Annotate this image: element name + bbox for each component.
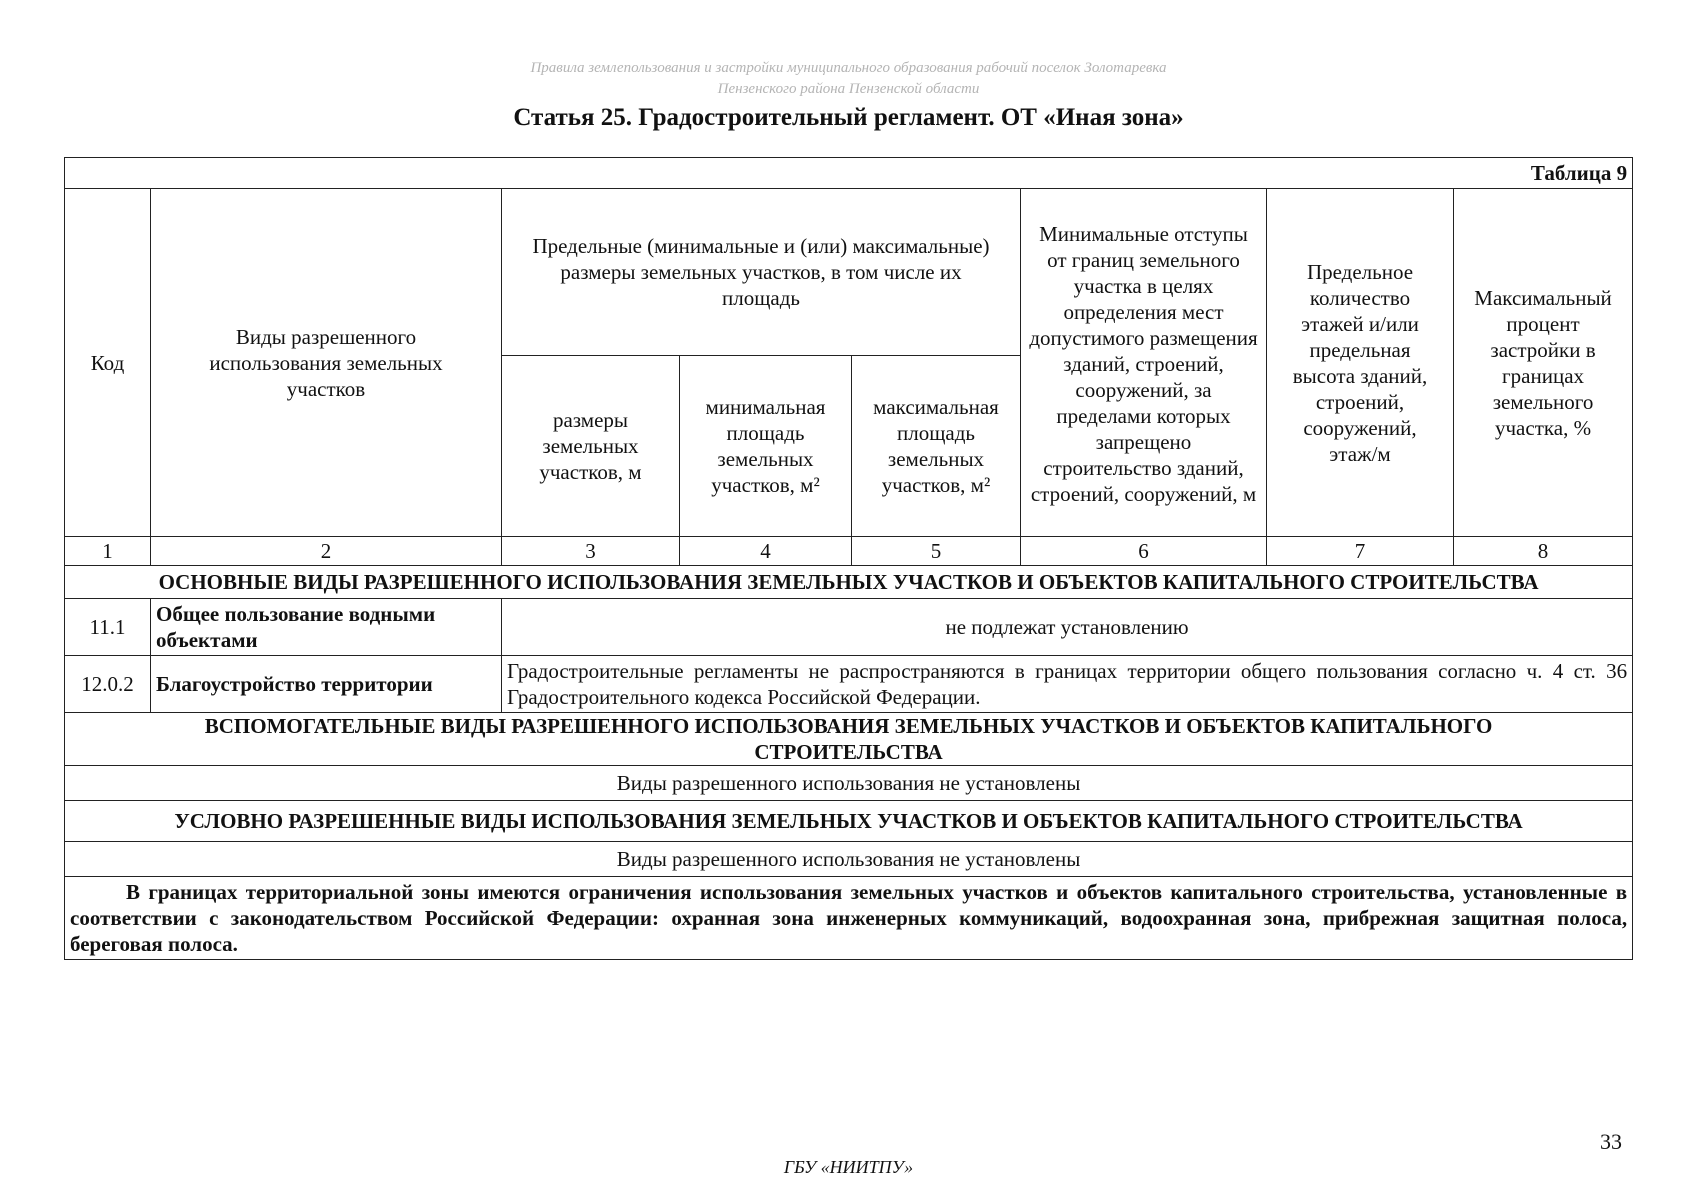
header-note-line-1: Правила землепользования и застройки муниципального образования рабочий поселок Золотаревка xyxy=(530,60,1167,76)
restrictions-note: В границах территориальной зоны имеются ограничения использования земельных участков и объектов капитального строительства, установленные в соответствии с законодательством Российской Федерации: охранная зона инженерных коммуникаций, водоохранная зона, прибрежная защитная полоса, береговая полоса. xyxy=(65,877,1633,960)
table-row xyxy=(65,656,1633,713)
row-use-name: Благоустройство территории xyxy=(151,656,502,713)
header-min-area: минимальная площадь земельных участков, м² xyxy=(680,356,852,537)
document-header-note xyxy=(0,58,1697,100)
header-use-types: Виды разрешенного использования земельных участков xyxy=(151,189,502,537)
header-floors: Предельное количество этажей и/или предельная высота зданий, строений, сооружений, этаж/м xyxy=(1267,189,1454,537)
section-main-header: ОСНОВНЫЕ ВИДЫ РАЗРЕШЕННОГО ИСПОЛЬЗОВАНИЯ ЗЕМЕЛЬНЫХ УЧАСТКОВ И ОБЪЕКТОВ КАПИТАЛЬНОГО СТРОИТЕЛЬСТВА xyxy=(65,566,1633,599)
regulation-table xyxy=(64,157,1633,960)
article-title: Статья 25. Градостроительный регламент. ОТ «Иная зона» xyxy=(513,104,1184,131)
row-code: 12.0.2 xyxy=(65,656,151,713)
row-use-name: Общее пользование водными объектами xyxy=(151,599,502,656)
row-value: Градостроительные регламенты не распространяются в границах территории общего пользования согласно ч. 4 ст. 36 Градостроительного кодекса Российской Федерации. xyxy=(502,656,1633,713)
header-note-line-2: Пензенского района Пензенской области xyxy=(717,81,980,97)
header-size-limits: Предельные (минимальные и (или) максимальные) размеры земельных участков, в том числе их площадь xyxy=(502,189,1021,356)
header-setbacks: Минимальные отступы от границ земельного участка в целях определения мест допустимого размещения зданий, строений, сооружений, за пределами которых запрещено строительство зданий, строений, сооружений, м xyxy=(1021,189,1267,537)
page-footer: ГБУ «НИИТПУ» xyxy=(783,1157,914,1177)
section-auxiliary-header: ВСПОМОГАТЕЛЬНЫЕ ВИДЫ РАЗРЕШЕННОГО ИСПОЛЬЗОВАНИЯ ЗЕМЕЛЬНЫХ УЧАСТКОВ И ОБЪЕКТОВ КАПИТАЛЬНОГО СТРОИТЕЛЬСТВА xyxy=(65,713,1633,766)
header-sizes: размеры земельных участков, м xyxy=(502,356,680,537)
row-code: 11.1 xyxy=(65,599,151,656)
row-value: не подлежат установлению xyxy=(502,599,1633,656)
header-max-area: максимальная площадь земельных участков, м² xyxy=(852,356,1021,537)
column-number: 6 xyxy=(1021,537,1267,566)
header-coverage: Максимальный процент застройки в границах земельного участка, % xyxy=(1454,189,1633,537)
header-code: Код xyxy=(65,189,151,537)
column-number: 8 xyxy=(1454,537,1633,566)
auxiliary-not-set: Виды разрешенного использования не установлены xyxy=(65,766,1633,801)
conditional-not-set: Виды разрешенного использования не установлены xyxy=(65,842,1633,877)
table-row xyxy=(65,599,1633,656)
table-caption: Таблица 9 xyxy=(65,158,1633,189)
page-number: 33 xyxy=(1600,1129,1622,1154)
column-number: 5 xyxy=(852,537,1021,566)
column-number: 3 xyxy=(502,537,680,566)
column-number: 1 xyxy=(65,537,151,566)
column-number: 7 xyxy=(1267,537,1454,566)
column-number: 2 xyxy=(151,537,502,566)
section-conditional-header: УСЛОВНО РАЗРЕШЕННЫЕ ВИДЫ ИСПОЛЬЗОВАНИЯ ЗЕМЕЛЬНЫХ УЧАСТКОВ И ОБЪЕКТОВ КАПИТАЛЬНОГО СТРОИТЕЛЬСТВА xyxy=(65,801,1633,842)
column-number: 4 xyxy=(680,537,852,566)
